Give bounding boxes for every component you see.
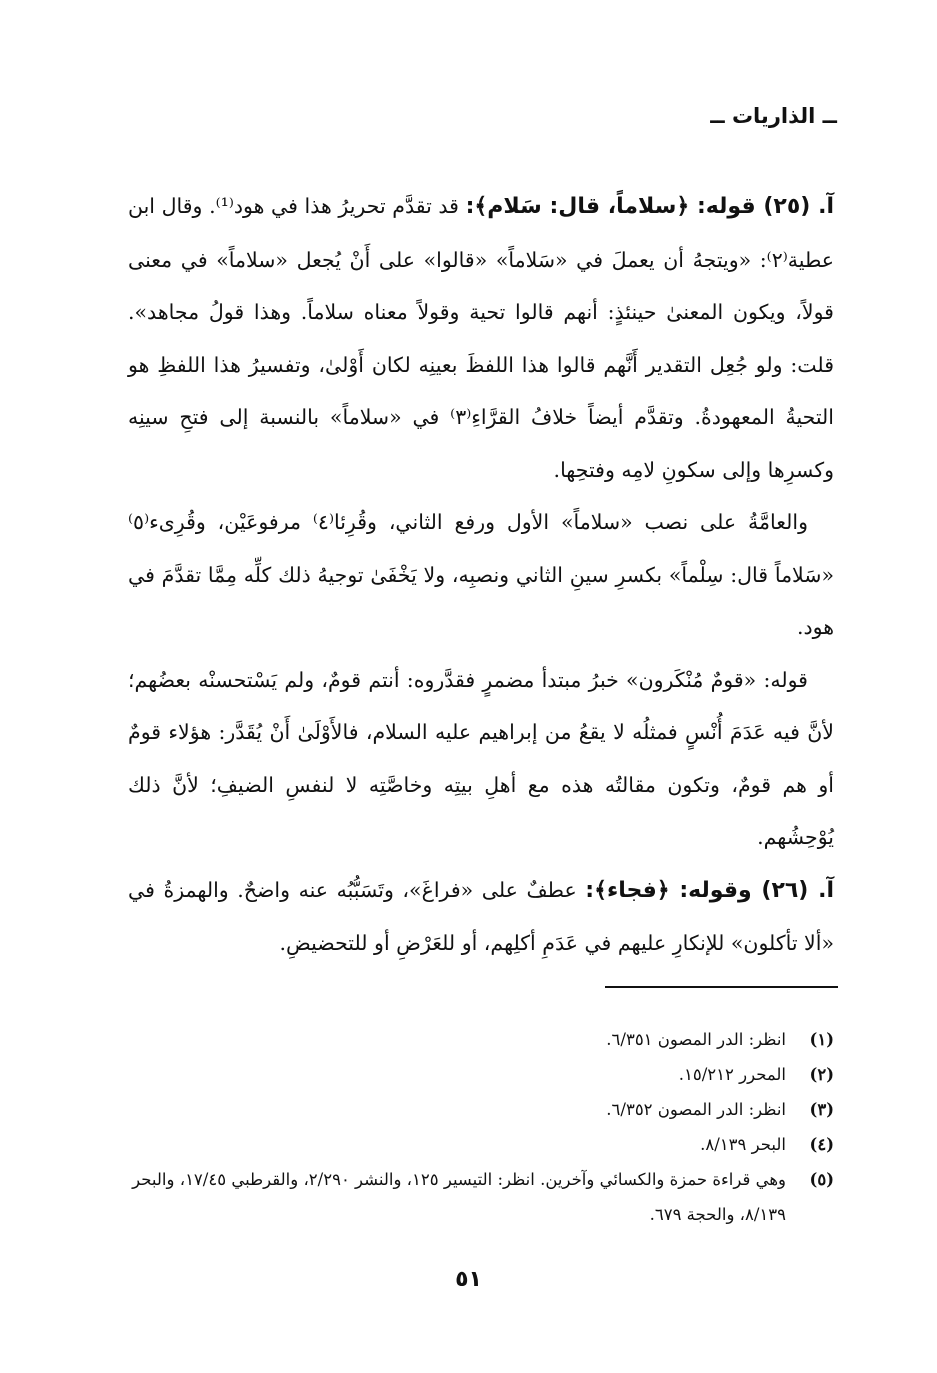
footnote-item [128,1162,834,1232]
footnote-number: (١) [809,1030,834,1049]
paragraph-text: عطفٌ على «فراغَ»، وتَسَبُّبُه عنه واضحٌ. والهمزةُ في «ألا تأكلون» للإنكارِ عليهم في عَدَمِ أكلِهم، أو للعَرْضِ أو للتحضيضِ. [128,877,834,955]
footnote-text: المحرر ١٥/٢١٢. [678,1065,786,1084]
footnote-number: (٥) [809,1170,834,1189]
paragraph-verse-25 [128,180,834,496]
footnote-text: انظر: الدر المصون ٦/٣٥١. [606,1030,786,1049]
footnote-item [128,1022,834,1057]
footnote-text: انظر: الدر المصون ٦/٣٥٢. [606,1100,786,1119]
footnote-text: وهي قراءة حمزة والكسائي وآخرين. انظر: التيسير ١٢٥، والنشر ٢/٢٩٠، والقرطبي ١٧/٤٥، والبحر ٨/١٣٩، والحجة ٦٧٩. [132,1170,786,1224]
footnote-text: البحر ٨/١٣٩. [700,1135,786,1154]
footnotes [128,1022,834,1232]
footnote-number: (٤) [809,1135,834,1154]
paragraph-text: والعامَّةُ على نصب «سلاماً» الأول ورفع الثاني، وقُرِئا⁽٤⁾ مرفوعَيْن، وقُرِىء⁽٥⁾ «سَلاماً قال: سِلْماً» بكسرِ سينِ الثاني ونصبِه، ولا يَخْفَىٰ توجيهُ ذلك كلِّه مِمَّا تقدَّمَ في هود. [128,510,834,639]
paragraph-readings [128,496,834,654]
footnote-item [128,1127,834,1162]
paragraph-text: قوله: «قومٌ مُنْكَرون» خبرُ مبتدأ مضمرٍ فقدَّروه: أنتم قومٌ، ولم يَسْتحسنْه بعضُهم؛ لأنَّ فيه عَدَمَ أُنْسٍ فمثلُه لا يقعُ من إبراهيم عليه السلام، فالأَوْلَىٰ أَنْ يُقَدَّر: هؤلاء قومٌ أو هم قومٌ، وتكون مقالتُه هذه مع أهلِ بيتِه وخاصَّتِه لا لنفسِ الضيفِ؛ لأنَّ ذلك يُوْحِشُهم. [128,667,834,849]
footnote-number: (٢) [809,1065,834,1084]
verse-reference: آ. (٢٥) قوله: ﴿سلاماً، قال: سَلام﴾: [465,194,834,219]
footnote-number: (٣) [809,1100,834,1119]
footnote-item [128,1092,834,1127]
paragraph-qawm-munkarun [128,654,834,864]
verse-reference: آ. (٢٦) وقوله: ﴿فجاء﴾: [585,877,834,903]
paragraph-text: قد تقدَّم تحريرُ هذا في هود⁽¹⁾. وقال ابن عطية⁽٢⁾: «ويتجهُ أن يعملَ في «سَلاماً» «قالوا» على أَنْ يُجعل «سلاماً» في معنى قولاً، ويكون المعنىٰ حينئذٍ: أنهم قالوا تحية وقولاً معناه سلاماً. وهذا قولُ مجاهد». قلت: ولو جُعِل التقدير أَنَّهم قالوا هذا اللفظَ بعينِه لكان أَوْلىٰ، وتفسيرُ هذا اللفظِ هو التحيةُ المعهودةُ. وتقدَّم أيضاً خلافُ القرَّاءِ⁽٣⁾ في «سلاماً» بالنسبة إلى فتحِ سينِه وكسرِها وإلى سكونِ لامِه وفتحِها. [128,194,834,482]
footnote-item [128,1057,834,1092]
page-number: ٥١ [455,1267,482,1292]
paragraph-verse-26 [128,864,834,970]
footnote-divider [605,986,838,988]
running-title: ــ الذاريات ــ [710,104,837,128]
main-text [128,180,834,970]
